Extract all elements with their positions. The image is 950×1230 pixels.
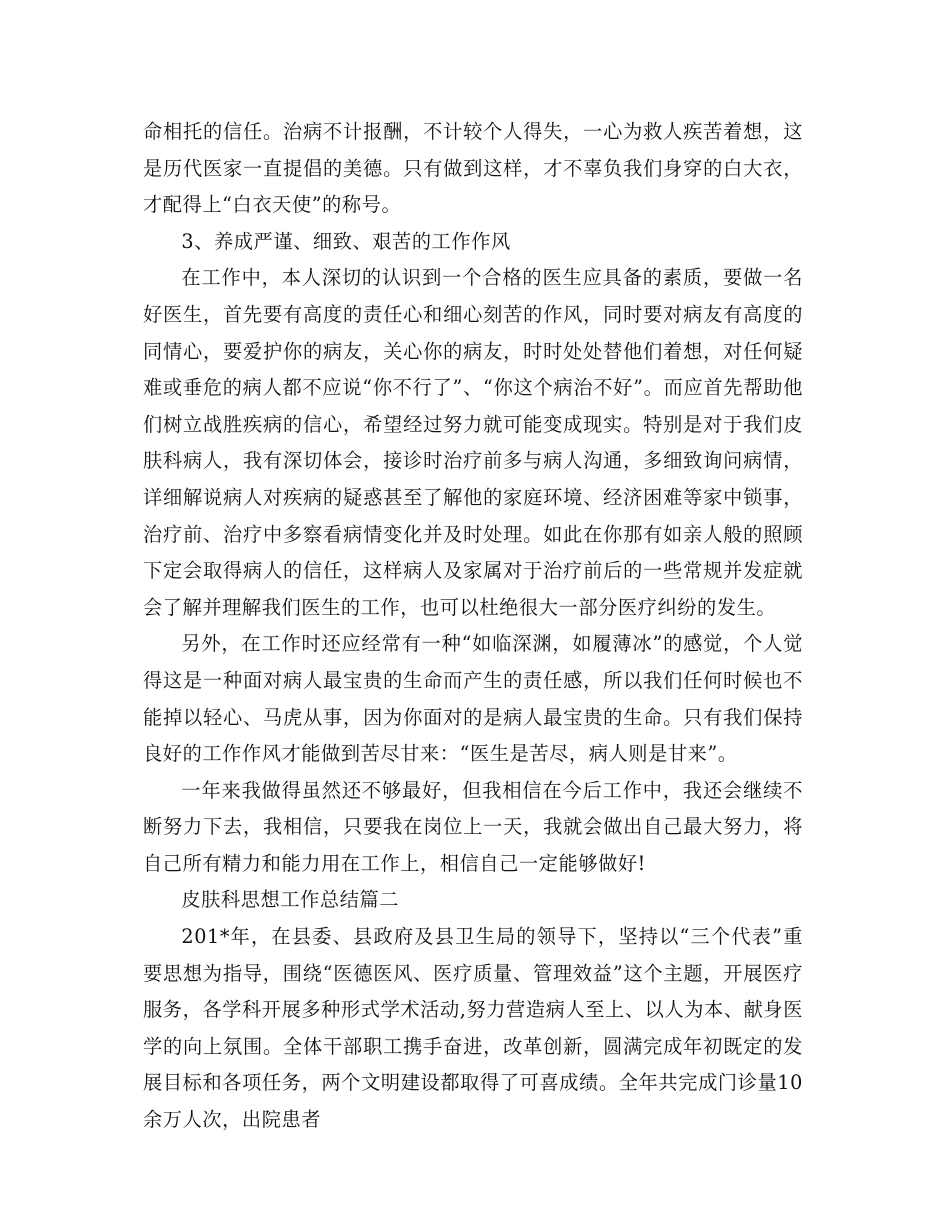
paragraph-year-summary: 一年来我做得虽然还不够最好，但我相信在今后工作中，我还会继续不断努力下去，我相信，只要我在岗位上一天，我就会做出自己最大努力，将自己所有精力和能力用在工作上，相信自己一定能够做好! (143, 778, 803, 875)
section-heading-work-style: 3、养成严谨、细致、艰苦的工作作风 (181, 229, 511, 253)
paragraph-continuation: 命相托的信任。治病不计报酬，不计较个人得失，一心为救人疾苦着想，这是历代医家一直提倡的美德。只有做到这样，才不辜负我们身穿的白大衣，才配得上“白衣天使”的称号。 (143, 120, 803, 217)
paragraph-responsibility: 另外，在工作时还应经常有一种“如临深渊，如履薄冰”的感觉，个人觉得这是一种面对病人最宝贵的生命而产生的责任感，所以我们任何时候也不能掉以轻心、马虎从事，因为你面对的是病人最宝贵的生命。只有我们保持良好的工作作风才能做到苦尽甘来：“医生是苦尽，病人则是甘来”。 (143, 632, 803, 766)
paragraph-part-two-intro: 201*年，在县委、县政府及县卫生局的领导下，坚持以“三个代表”重要思想为指导，围绕“医德医风、医疗质量、管理效益”这个主题，开展医疗服务，各学科开展多种形式学术活动,努力营造病人至上、以人为本、献身医学的向上氛围。全体干部职工携手奋进，改革创新，圆满完成年初既定的发展目标和各项任务，两个文明建设都取得了可喜成绩。全年共完成门诊量10余万人次，出院患者 (143, 925, 803, 1132)
paragraph-work-experience: 在工作中，本人深切的认识到一个合格的医生应具备的素质，要做一名好医生，首先要有高度的责任心和细心刻苦的作风，同时要对病友有高度的同情心，要爱护你的病友，关心你的病友，时时处处替他们着想，对任何疑难或垂危的病人都不应说“你不行了”、“你这个病治不好”。而应首先帮助他们树立战胜疾病的信心，希望经过努力就可能变成现实。特别是对于我们皮肤科病人，我有深切体会，接诊时治疗前多与病人沟通，多细致询问病情，详细解说病人对疾病的疑惑甚至了解他的家庭环境、经济困难等家中锁事，治疗前、治疗中多察看病情变化并及时处理。如此在你那有如亲人般的照顾下定会取得病人的信任，这样病人及家属对于治疗前后的一些常规并发症就会了解并理解我们医生的工作，也可以杜绝很大一部分医疗纠纷的发生。 (143, 266, 803, 619)
section-heading-part-two: 皮肤科思想工作总结篇二 (181, 888, 400, 912)
document-body (143, 114, 803, 1139)
